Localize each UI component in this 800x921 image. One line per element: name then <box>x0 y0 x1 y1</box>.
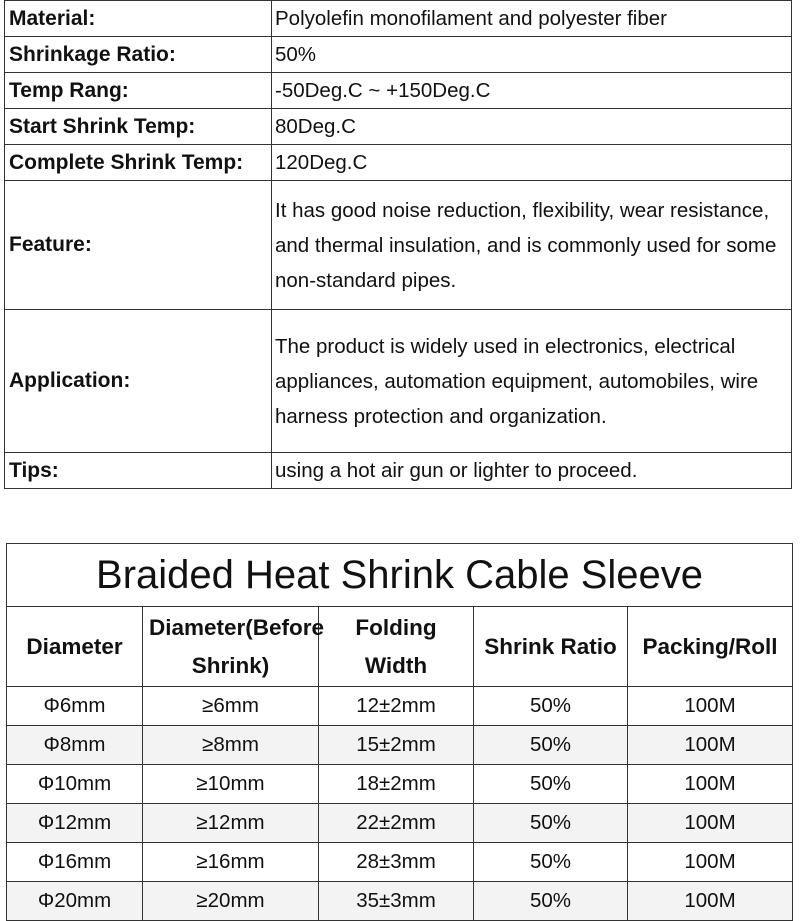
spec-value: The product is widely used in electronics, electrical appliances, automation equipment, automobiles, wire harness protection and organization. <box>272 310 792 453</box>
header-shrink-ratio: Shrink Ratio <box>474 607 628 687</box>
spec-row-temp-range <box>5 73 792 109</box>
spec-value: -50Deg.C ~ +150Deg.C <box>272 73 792 109</box>
cell-diameter-before: ≥8mm <box>143 726 319 765</box>
cell-diameter-before: ≥6mm <box>143 687 319 726</box>
cell-folding-width: 22±2mm <box>319 804 474 843</box>
table-row <box>7 726 793 765</box>
spec-label: Feature: <box>5 181 272 310</box>
spec-row-start-shrink-temp <box>5 109 792 145</box>
spec-value: using a hot air gun or lighter to proceed. <box>272 453 792 489</box>
spec-row-material <box>5 1 792 37</box>
cell-packing: 100M <box>628 843 793 882</box>
cell-folding-width: 28±3mm <box>319 843 474 882</box>
spec-value: Polyolefin monofilament and polyester fiber <box>272 1 792 37</box>
cell-shrink-ratio: 50% <box>474 804 628 843</box>
spec-value: 50% <box>272 37 792 73</box>
cell-diameter: Φ16mm <box>7 843 143 882</box>
cell-packing: 100M <box>628 765 793 804</box>
cell-diameter-before: ≥16mm <box>143 843 319 882</box>
cell-diameter: Φ8mm <box>7 726 143 765</box>
spec-label: Material: <box>5 1 272 37</box>
cell-diameter: Φ12mm <box>7 804 143 843</box>
spec-label: Complete Shrink Temp: <box>5 145 272 181</box>
cell-shrink-ratio: 50% <box>474 726 628 765</box>
header-folding-width: Folding Width <box>319 607 474 687</box>
spec-row-application <box>5 310 792 453</box>
header-diameter-before-shrink: Diameter(Before Shrink) <box>143 607 319 687</box>
product-table <box>6 543 793 921</box>
cell-folding-width: 35±3mm <box>319 882 474 921</box>
cell-shrink-ratio: 50% <box>474 765 628 804</box>
cell-folding-width: 18±2mm <box>319 765 474 804</box>
table-row <box>7 843 793 882</box>
table-row <box>7 687 793 726</box>
table-row <box>7 765 793 804</box>
spec-row-feature <box>5 181 792 310</box>
spec-value: 80Deg.C <box>272 109 792 145</box>
product-table-title: Braided Heat Shrink Cable Sleeve <box>7 544 793 607</box>
spec-row-tips <box>5 453 792 489</box>
spec-label: Shrinkage Ratio: <box>5 37 272 73</box>
spec-row-complete-shrink-temp <box>5 145 792 181</box>
spec-row-shrinkage-ratio <box>5 37 792 73</box>
spec-table <box>4 0 792 489</box>
header-diameter: Diameter <box>7 607 143 687</box>
spec-value: 120Deg.C <box>272 145 792 181</box>
cell-diameter-before: ≥12mm <box>143 804 319 843</box>
spec-label: Start Shrink Temp: <box>5 109 272 145</box>
product-table-title-row <box>7 544 793 607</box>
cell-diameter-before: ≥20mm <box>143 882 319 921</box>
header-packing-roll: Packing/Roll <box>628 607 793 687</box>
table-row <box>7 882 793 921</box>
product-table-header-row <box>7 607 793 687</box>
cell-packing: 100M <box>628 804 793 843</box>
spec-label: Tips: <box>5 453 272 489</box>
cell-shrink-ratio: 50% <box>474 843 628 882</box>
cell-packing: 100M <box>628 882 793 921</box>
cell-packing: 100M <box>628 726 793 765</box>
cell-shrink-ratio: 50% <box>474 687 628 726</box>
cell-shrink-ratio: 50% <box>474 882 628 921</box>
cell-packing: 100M <box>628 687 793 726</box>
cell-diameter: Φ20mm <box>7 882 143 921</box>
table-row <box>7 804 793 843</box>
cell-diameter-before: ≥10mm <box>143 765 319 804</box>
cell-diameter: Φ10mm <box>7 765 143 804</box>
spec-value: It has good noise reduction, flexibility, wear resistance, and thermal insulation, and is commonly used for some non-standard pipes. <box>272 181 792 310</box>
cell-folding-width: 12±2mm <box>319 687 474 726</box>
cell-diameter: Φ6mm <box>7 687 143 726</box>
cell-folding-width: 15±2mm <box>319 726 474 765</box>
spec-label: Application: <box>5 310 272 453</box>
spec-label: Temp Rang: <box>5 73 272 109</box>
